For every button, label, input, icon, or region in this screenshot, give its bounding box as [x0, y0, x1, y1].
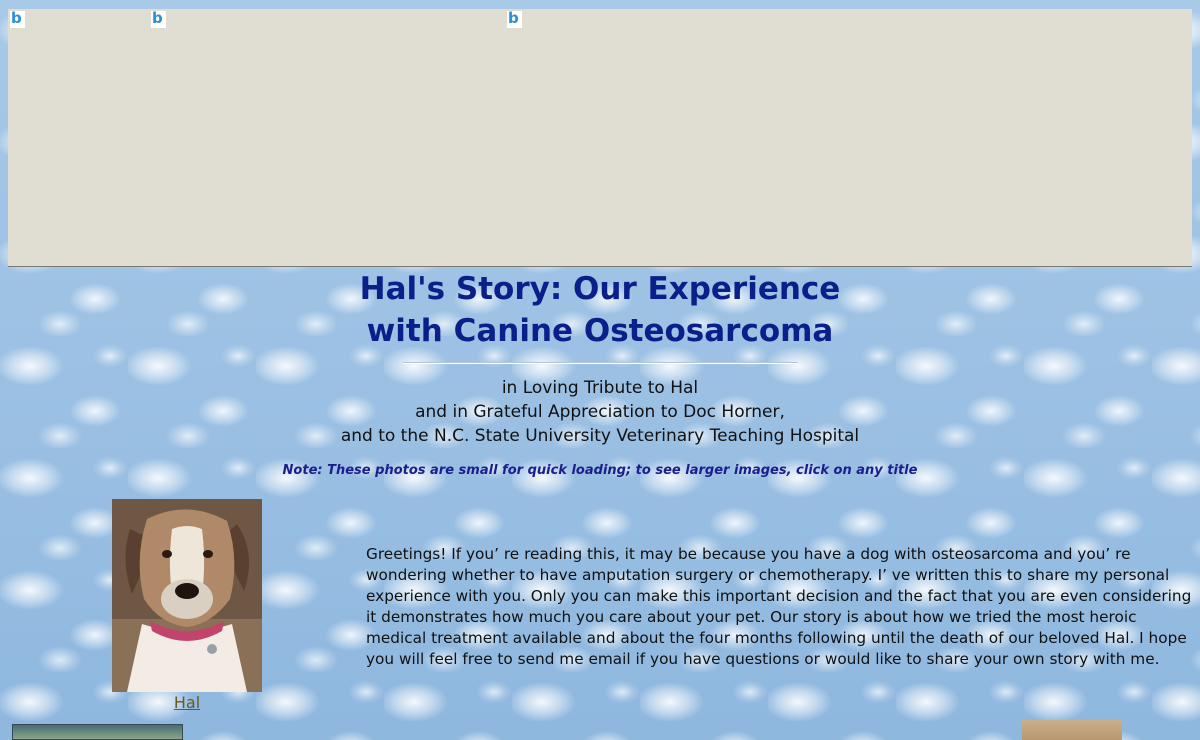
photo-note: Note: These photos are small for quick loading; to see larger images, click on any title	[282, 463, 918, 478]
hal-photo-link[interactable]: Hal	[173, 693, 201, 712]
intro-paragraph: Greetings! If you’ re reading this, it may be because you have a dog with osteosarcoma and you’ re wondering whether to have amputation surgery or chemotherapy. I’ ve written this to share my personal experience with you. Only you can make this important decision and the fact that you are even considering it demonstrates how much you care about your pet. Our story is about how we tried the most heroic medical treatment available and about the four months following until the death of our beloved Hal. I hope you will feel free to send me email if you have questions or would like to share your own story with me.	[366, 545, 1192, 668]
thumbnail-photo-left[interactable]	[12, 724, 183, 740]
bing-icon[interactable]: b	[507, 11, 522, 28]
page-title-line-2: with Canine Osteosarcoma	[366, 313, 834, 349]
horizontal-divider	[403, 362, 798, 364]
dog-portrait-image	[112, 499, 262, 692]
tribute-line-3: and to the N.C. State University Veterinary Teaching Hospital	[340, 426, 860, 446]
page-title	[0, 268, 1200, 352]
thumbnail-photo-right[interactable]	[1022, 720, 1122, 740]
ad-banner[interactable]	[8, 9, 1192, 267]
tribute-line-2: and in Grateful Appreciation to Doc Horner,	[415, 402, 785, 422]
bing-icon[interactable]: b	[151, 11, 166, 28]
page-title-line-1: Hal's Story: Our Experience	[359, 271, 841, 307]
hal-photo[interactable]	[112, 499, 262, 692]
bing-icon[interactable]: b	[10, 11, 25, 28]
tribute-block	[0, 376, 1200, 448]
tribute-line-1: in Loving Tribute to Hal	[501, 378, 699, 398]
